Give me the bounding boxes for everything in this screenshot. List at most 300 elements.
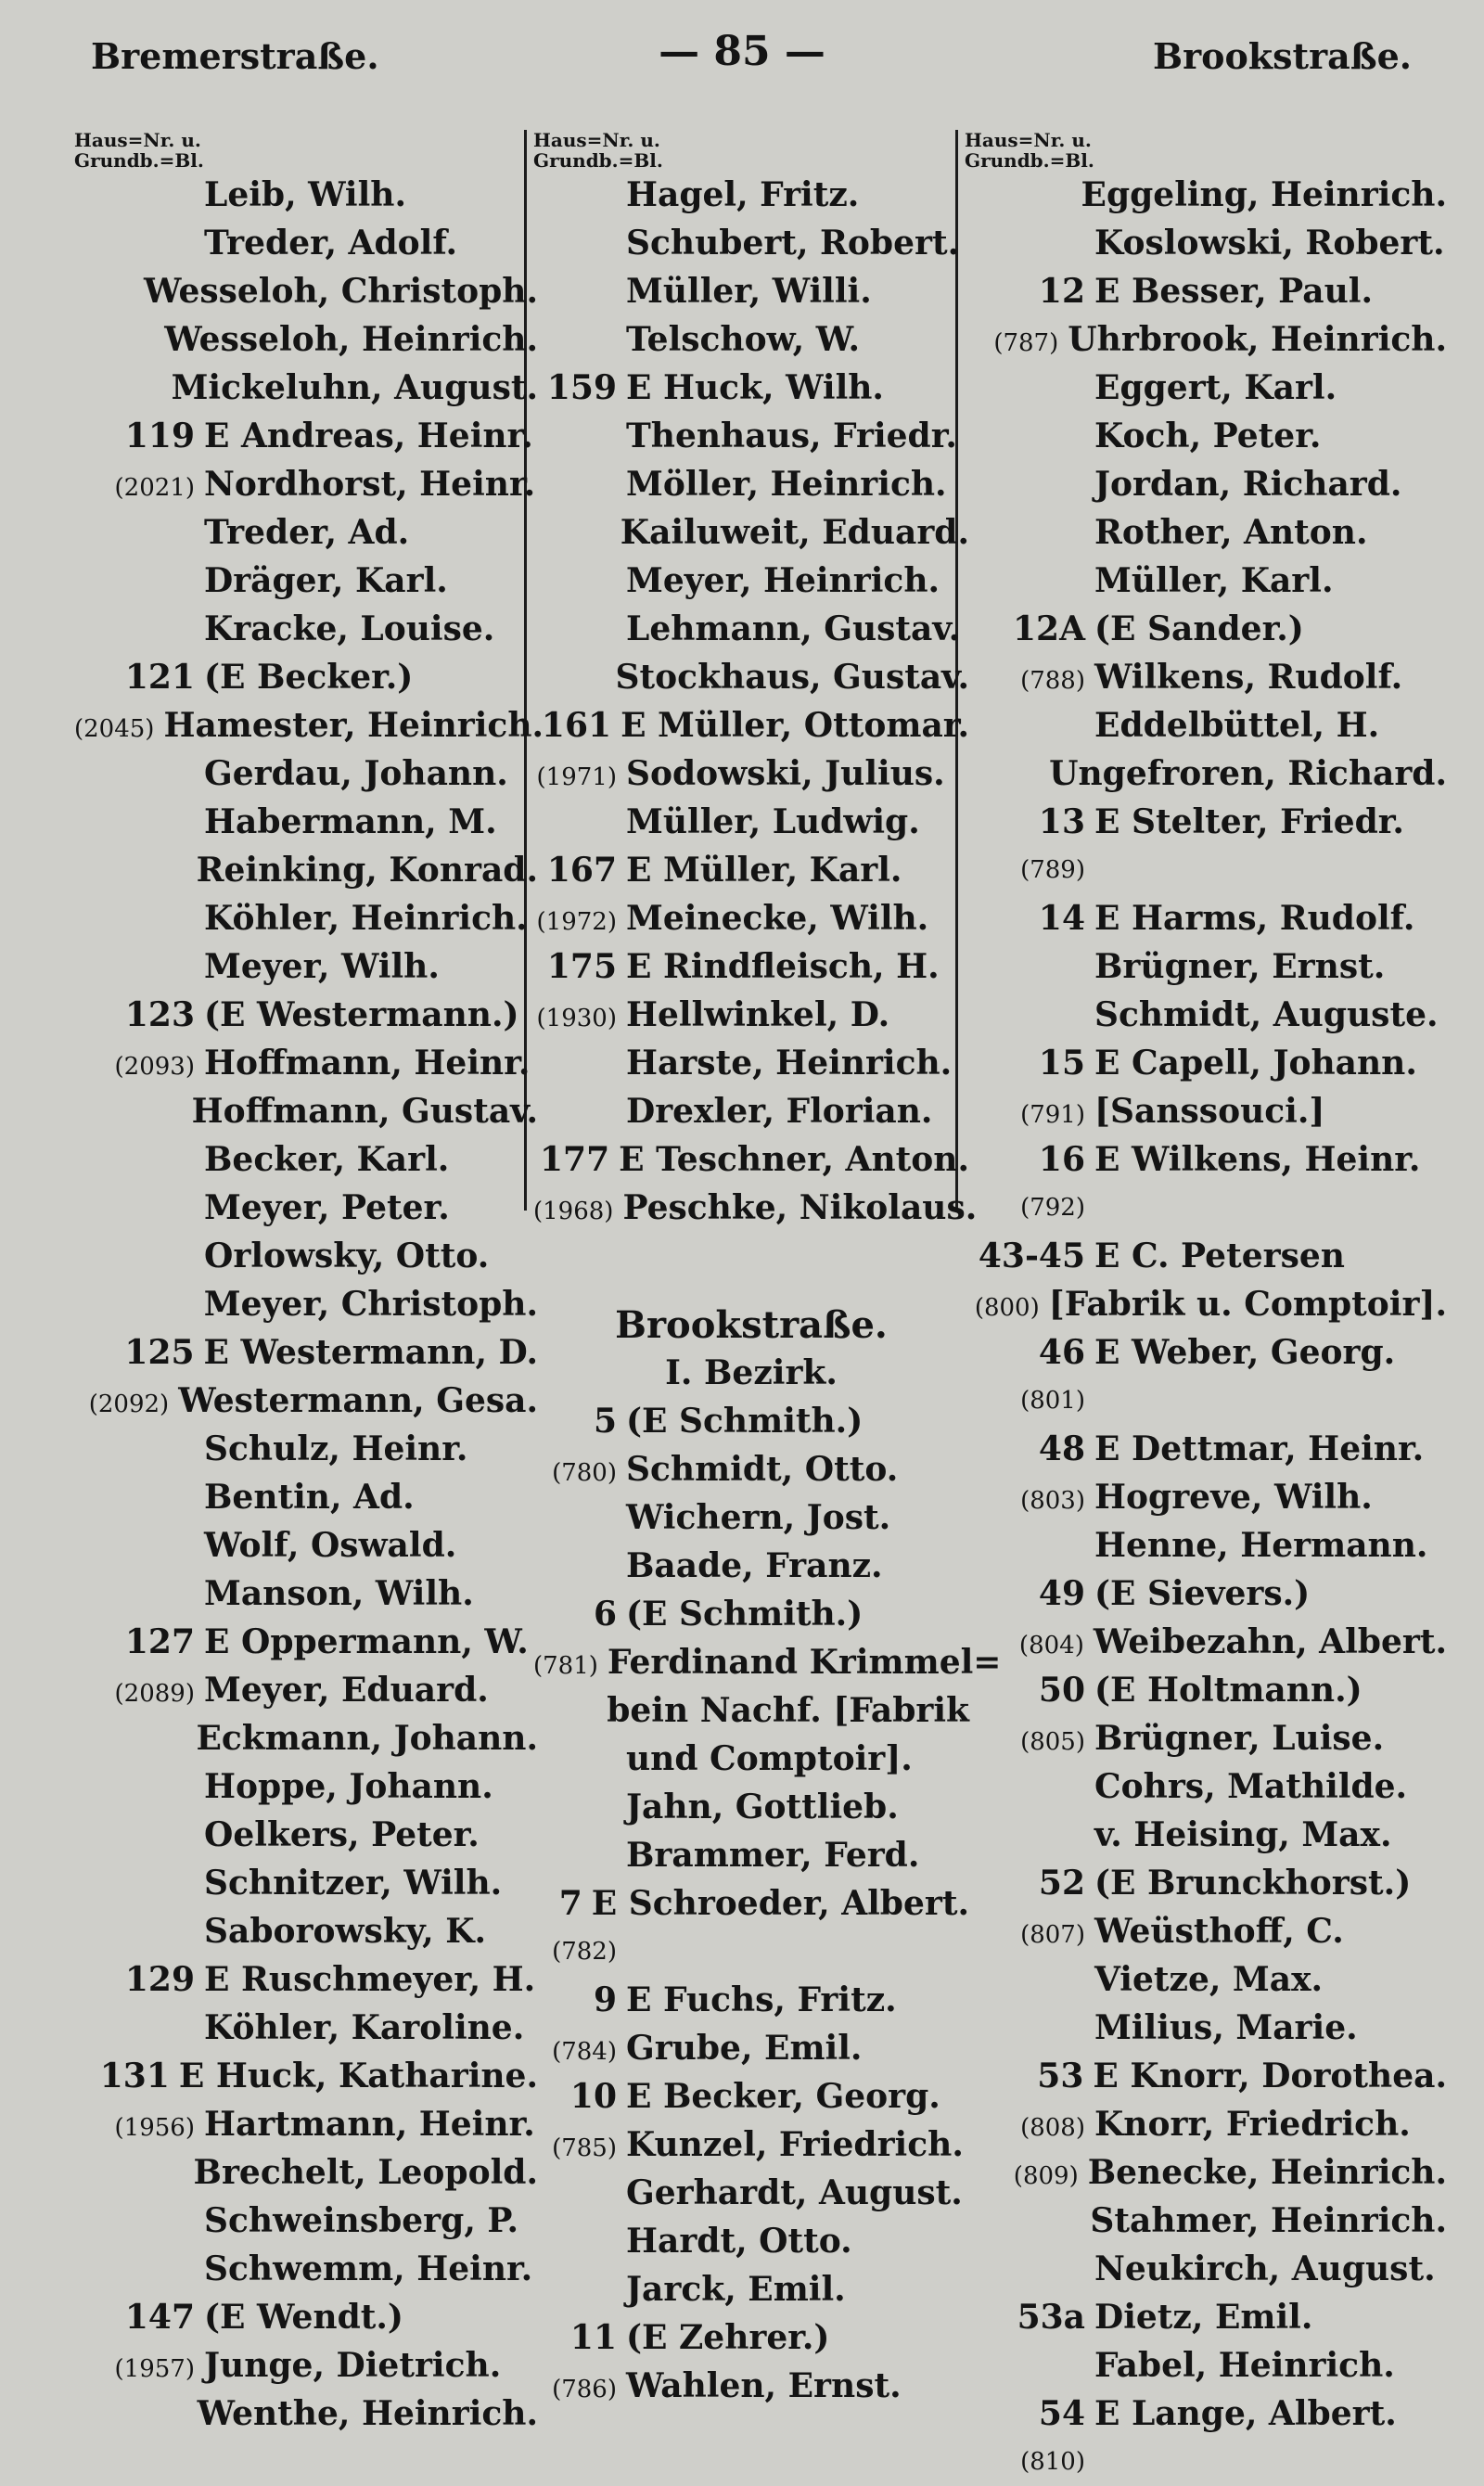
directory-entry [533, 701, 969, 750]
resident-name: Wilkens, Rudolf. [1094, 658, 1403, 697]
directory-entry [74, 942, 538, 991]
directory-entry [965, 2100, 1447, 2148]
resident-name: Hogreve, Wilh. [1094, 1478, 1373, 1517]
resident-name: Schubert, Robert. [626, 224, 960, 263]
directory-entry [965, 1328, 1447, 1377]
running-head-left: Bremerstraße. [91, 35, 379, 77]
directory-entry [965, 1473, 1447, 1521]
resident-name: Lehmann, Gustav. [626, 609, 961, 648]
directory-entry [965, 171, 1447, 219]
resident-name: Schulz, Heinr. [204, 1429, 468, 1468]
house-number: 12 [1038, 272, 1085, 311]
directory-entry [74, 1666, 538, 1714]
directory-entry [74, 315, 538, 364]
house-number: (1972) [536, 908, 617, 936]
resident-name: Westermann, Gesa. [178, 1381, 538, 1420]
house-number: 11 [569, 2318, 617, 2357]
directory-entry [74, 798, 538, 846]
directory-entry [533, 2024, 969, 2072]
resident-name: Rother, Anton. [1094, 513, 1368, 552]
resident-name: Neukirch, August. [1094, 2249, 1436, 2288]
directory-entry [74, 2390, 538, 2438]
resident-name: Stahmer, Heinrich. [1090, 2201, 1447, 2240]
directory-entry [965, 1907, 1447, 1955]
directory-entry [533, 2265, 969, 2313]
directory-entry [965, 1714, 1447, 1762]
directory-entry [74, 267, 538, 315]
resident-name: (E Sander.) [1094, 609, 1304, 648]
directory-entry [965, 219, 1447, 267]
house-number: (792) [1020, 1194, 1085, 1222]
resident-name: Meyer, Heinrich. [626, 561, 940, 600]
house-number: 175 [546, 947, 617, 986]
directory-entry [74, 412, 538, 460]
resident-name: Koslowski, Robert. [1094, 224, 1445, 263]
resident-name: Oelkers, Peter. [204, 1815, 480, 1854]
directory-entry [533, 1879, 969, 1928]
resident-name: Brügner, Luise. [1094, 1719, 1385, 1758]
directory-entry [533, 1542, 969, 1590]
resident-name: Müller, Willi. [626, 272, 872, 311]
directory-entry [533, 364, 969, 412]
resident-name: E Becker, Georg. [626, 2077, 940, 2116]
resident-name: Wahlen, Ernst. [626, 2366, 902, 2405]
directory-entry [74, 1377, 538, 1425]
directory-entry [965, 2052, 1447, 2100]
resident-name: Wenthe, Heinrich. [197, 2394, 538, 2433]
house-number: (786) [552, 2376, 617, 2403]
house-number: (2045) [74, 715, 155, 743]
house-number: (1930) [536, 1005, 617, 1032]
directory-entry [74, 2004, 538, 2052]
directory-entry [965, 2004, 1447, 2052]
directory-entry [74, 2100, 538, 2148]
resident-name: E Westermann, D. [203, 1333, 538, 1372]
directory-entry [74, 1087, 538, 1135]
resident-name: Telschow, W. [626, 320, 861, 359]
directory-entry [965, 1521, 1447, 1570]
resident-name: E Wilkens, Heinr. [1094, 1140, 1421, 1179]
directory-entry [533, 315, 969, 364]
resident-name: Henne, Hermann. [1094, 1526, 1428, 1565]
house-number: (782) [552, 1938, 617, 1966]
resident-name: Jarck, Emil. [626, 2270, 846, 2309]
resident-name: Drexler, Florian. [626, 1092, 933, 1131]
resident-name: Kracke, Louise. [204, 609, 495, 648]
resident-name: Schmidt, Auguste. [1094, 995, 1439, 1034]
directory-entry [533, 171, 969, 219]
resident-name: Eggeling, Heinrich. [1081, 175, 1447, 214]
resident-name: bein Nachf. [Fabrik [607, 1691, 969, 1730]
resident-name: [Fabrik u. Comptoir]. [1048, 1285, 1447, 1324]
directory-entry [965, 894, 1447, 942]
house-number: (785) [552, 2134, 617, 2162]
directory-entry [533, 1087, 969, 1135]
directory-entry [965, 1955, 1447, 2004]
resident-name: E Oppermann, W. [204, 1622, 529, 1661]
resident-name: (E Westermann.) [204, 995, 519, 1034]
directory-entry [74, 2197, 538, 2245]
resident-name: E Harms, Rudolf. [1094, 899, 1415, 938]
house-number: (800) [974, 1294, 1040, 1322]
house-number: (787) [993, 329, 1059, 357]
section-title: Brookstraße. [615, 1303, 888, 1347]
house-number: 125 [124, 1333, 195, 1372]
column-heading: Haus=Nr. u. Grundb.=Bl. [74, 129, 204, 172]
directory-entry [533, 557, 969, 605]
directory-entry [965, 942, 1447, 991]
directory-entry [74, 1570, 538, 1618]
resident-name: (E Sievers.) [1094, 1574, 1311, 1613]
resident-name: (E Holtmann.) [1094, 1671, 1362, 1710]
directory-entry [533, 1135, 969, 1184]
house-number: 129 [124, 1960, 195, 1999]
resident-name: E Dettmar, Heinr. [1094, 1429, 1425, 1468]
resident-name: Cohrs, Mathilde. [1094, 1767, 1408, 1806]
resident-name: Benecke, Heinrich. [1087, 2153, 1447, 2192]
directory-entry [533, 219, 969, 267]
directory-entry [533, 894, 969, 942]
resident-name: Treder, Adolf. [204, 224, 458, 263]
resident-name: Eckmann, Johann. [196, 1719, 538, 1758]
column-heading: Haus=Nr. u. Grundb.=Bl. [965, 129, 1094, 172]
directory-entry [965, 991, 1447, 1039]
resident-name: E Besser, Paul. [1094, 272, 1373, 311]
directory-entry [74, 508, 538, 557]
resident-name: Brammer, Ferd. [626, 1836, 920, 1875]
directory-entry [74, 894, 538, 942]
resident-name: E Müller, Karl. [626, 851, 902, 890]
resident-name: und Comptoir]. [626, 1739, 913, 1778]
directory-entry [533, 1976, 969, 2024]
resident-name: Knorr, Friedrich. [1094, 2105, 1411, 2144]
running-head-right: Brookstraße. [1152, 35, 1412, 77]
directory-entry [533, 1184, 978, 1232]
resident-name: Mickeluhn, August. [171, 368, 538, 407]
directory-entry [965, 653, 1447, 701]
directory-entry [533, 2169, 969, 2217]
directory-entry [533, 2362, 969, 2410]
resident-name: Fabel, Heinrich. [1094, 2346, 1395, 2385]
directory-entry [965, 2148, 1447, 2197]
directory-entry [74, 171, 538, 219]
house-number: (809) [1013, 2162, 1079, 2190]
house-number: (1971) [536, 763, 617, 791]
resident-name: Becker, Karl. [204, 1140, 450, 1179]
resident-name: Eddelbüttel, H. [1094, 706, 1380, 745]
house-number: (791) [1020, 1101, 1085, 1129]
resident-name: Dietz, Emil. [1094, 2298, 1313, 2337]
resident-name: Müller, Ludwig. [626, 802, 920, 841]
directory-entry [533, 1039, 969, 1087]
house-number: (781) [533, 1652, 598, 1680]
directory-entry [74, 1280, 538, 1328]
resident-name: Orlowsky, Otto. [204, 1237, 490, 1275]
resident-name: Stockhaus, Gustav. [615, 658, 969, 697]
directory-entry [965, 2390, 1447, 2438]
resident-name: Sodowski, Julius. [626, 754, 945, 793]
directory-entry [965, 267, 1447, 315]
directory-entry [74, 1328, 538, 1377]
directory-entry [965, 364, 1447, 412]
directory-entry [74, 701, 544, 750]
directory-entry [965, 1232, 1447, 1280]
directory-entry [74, 1232, 538, 1280]
resident-name: Meyer, Christoph. [203, 1285, 538, 1324]
resident-name: Müller, Karl. [1094, 561, 1334, 600]
directory-entry [74, 2052, 538, 2100]
resident-name: Wichern, Jost. [626, 1498, 891, 1537]
directory-entry [533, 991, 969, 1039]
house-number: (1957) [114, 2355, 195, 2383]
directory-entry [533, 460, 969, 508]
directory-entry [965, 2341, 1447, 2390]
column-3 [965, 130, 1447, 2486]
directory-entry [533, 798, 969, 846]
resident-name: (E Zehrer.) [626, 2318, 830, 2357]
house-number: 167 [546, 851, 617, 890]
directory-entry [533, 1783, 969, 1831]
resident-name: E Stelter, Friedr. [1094, 802, 1404, 841]
resident-name: Treder, Ad. [204, 513, 410, 552]
house-number: 121 [124, 658, 195, 697]
directory-entry [965, 2293, 1447, 2341]
directory-entry [965, 605, 1447, 653]
directory-entry [74, 653, 538, 701]
resident-name: Gerhardt, August. [626, 2173, 963, 2212]
resident-name: Habermann, M. [204, 802, 497, 841]
directory-entry [965, 1377, 1447, 1425]
house-number: 127 [124, 1622, 195, 1661]
resident-name: E Schroeder, Albert. [591, 1884, 969, 1923]
resident-name: E Lange, Albert. [1094, 2394, 1397, 2433]
house-number: 6 [593, 1595, 617, 1634]
resident-name: Möller, Heinrich. [626, 465, 947, 504]
directory-entry [533, 267, 969, 315]
directory-entry [74, 557, 538, 605]
directory-entry [533, 1928, 969, 1976]
resident-name: Wolf, Oswald. [204, 1526, 457, 1565]
directory-entry [965, 412, 1447, 460]
directory-entry [965, 2245, 1447, 2293]
resident-name: Thenhaus, Friedr. [626, 416, 957, 455]
house-number: 131 [99, 2057, 170, 2095]
resident-name: Bentin, Ad. [204, 1478, 415, 1517]
house-number: (808) [1020, 2114, 1085, 2142]
directory-entry [533, 1590, 969, 1638]
resident-name: Nordhorst, Heinr. [204, 465, 536, 504]
resident-name: (E Brunckhorst.) [1094, 1864, 1412, 1903]
resident-name: Kailuweit, Eduard. [620, 513, 969, 552]
directory-entry [965, 1618, 1447, 1666]
house-number: 119 [124, 416, 195, 455]
house-number: 123 [124, 995, 195, 1034]
resident-name: Uhrbrook, Heinrich. [1068, 320, 1447, 359]
directory-entry [74, 1521, 538, 1570]
resident-name: E C. Petersen [1094, 1237, 1345, 1275]
column-heading: Haus=Nr. u. Grundb.=Bl. [533, 129, 663, 172]
resident-name: Schmidt, Otto. [626, 1450, 899, 1489]
house-number: (2021) [114, 474, 195, 502]
page-number: — 85 — [659, 28, 825, 75]
resident-name: Schnitzer, Wilh. [204, 1864, 503, 1903]
directory-entry [965, 2438, 1447, 2486]
directory-entry [965, 460, 1447, 508]
resident-name: Junge, Dietrich. [204, 2346, 502, 2385]
house-number: (784) [552, 2038, 617, 2066]
directory-entry [965, 701, 1447, 750]
house-number: (1968) [533, 1198, 614, 1225]
resident-name: Hellwinkel, D. [626, 995, 890, 1034]
directory-entry [533, 653, 969, 701]
directory-entry [533, 942, 969, 991]
house-number: 14 [1038, 899, 1085, 938]
directory-entry [965, 1039, 1447, 1087]
section-subtitle: I. Bezirk. [665, 1353, 838, 1392]
house-number: 52 [1038, 1864, 1085, 1903]
directory-entry [74, 1135, 538, 1184]
directory-entry [533, 2121, 969, 2169]
house-number: 50 [1038, 1671, 1085, 1710]
house-number: 53a [1017, 2298, 1085, 2337]
directory-entry [965, 508, 1447, 557]
resident-name: Köhler, Heinrich. [204, 899, 528, 938]
directory-entry [74, 1907, 538, 1955]
directory-entry [533, 846, 969, 894]
column-2 [533, 129, 1002, 2410]
resident-name: Meyer, Peter. [204, 1188, 450, 1227]
house-number: 9 [593, 1980, 617, 2019]
resident-name: Meyer, Wilh. [204, 947, 440, 986]
directory-entry [74, 991, 538, 1039]
directory-entry [74, 2341, 538, 2390]
resident-name: Kunzel, Friedrich. [626, 2125, 964, 2164]
resident-name: Hoffmann, Gustav. [191, 1092, 538, 1131]
resident-name: E Capell, Johann. [1094, 1044, 1417, 1083]
directory-entry [74, 1473, 538, 1521]
resident-name: E Rindfleisch, H. [626, 947, 940, 986]
resident-name: Hoffmann, Heinr. [204, 1044, 531, 1083]
directory-entry [74, 1811, 538, 1859]
directory-entry [533, 2217, 969, 2265]
resident-name: (E Becker.) [204, 658, 414, 697]
house-number: 177 [540, 1140, 610, 1179]
house-number: 159 [546, 368, 617, 407]
directory-entry [533, 1445, 969, 1493]
resident-name: E Fuchs, Fritz. [626, 1980, 897, 2019]
directory-entry [533, 508, 969, 557]
resident-name: Brechelt, Leopold. [193, 2153, 538, 2192]
directory-entry [533, 2313, 969, 2362]
resident-name: E Weber, Georg. [1094, 1333, 1396, 1372]
house-number: 49 [1038, 1574, 1085, 1613]
directory-entry [74, 1039, 538, 1087]
resident-name: Ferdinand Krimmel= [607, 1643, 1002, 1682]
resident-name: Jahn, Gottlieb. [626, 1788, 899, 1826]
resident-name: [Sanssouci.] [1094, 1092, 1325, 1131]
directory-entry [533, 412, 969, 460]
house-number: 16 [1038, 1140, 1085, 1179]
house-number: (810) [1020, 2448, 1085, 2476]
directory-entry [533, 1638, 1002, 1686]
directory-entry [965, 315, 1447, 364]
directory-entry [965, 1087, 1447, 1135]
resident-name: Baade, Franz. [626, 1546, 883, 1585]
directory-entry [533, 1735, 969, 1783]
resident-name: Eggert, Karl. [1094, 368, 1337, 407]
resident-name: Harste, Heinrich. [626, 1044, 953, 1083]
house-number: 10 [569, 2077, 617, 2116]
directory-entry [965, 1280, 1447, 1328]
resident-name: Leib, Wilh. [204, 175, 406, 214]
resident-name: Weüsthoff, C. [1094, 1912, 1344, 1951]
house-number: (807) [1020, 1921, 1085, 1949]
house-number: 5 [593, 1402, 617, 1441]
directory-entry [965, 798, 1447, 846]
resident-name: E Müller, Ottomar. [620, 706, 969, 745]
house-number: (789) [1020, 856, 1085, 884]
directory-entry [74, 1618, 538, 1666]
directory-entry [965, 1811, 1447, 1859]
directory-entry [533, 605, 969, 653]
house-number: (780) [552, 1459, 617, 1487]
resident-name: (E Schmith.) [626, 1402, 864, 1441]
house-number: 46 [1038, 1333, 1085, 1372]
directory-entry [74, 2148, 538, 2197]
resident-name: Peschke, Nikolaus. [622, 1188, 978, 1227]
resident-name: Köhler, Karoline. [204, 2008, 525, 2047]
resident-name: Hoppe, Johann. [204, 1767, 493, 1806]
resident-name: Ungefroren, Richard. [1049, 754, 1447, 793]
resident-name: (E Schmith.) [626, 1595, 864, 1634]
directory-entry [965, 750, 1447, 798]
directory-entry [533, 750, 969, 798]
house-number: 13 [1038, 802, 1085, 841]
house-number: 48 [1038, 1429, 1085, 1468]
resident-name: Weibezahn, Albert. [1093, 1622, 1447, 1661]
directory-entry [74, 460, 538, 508]
house-number: (805) [1020, 1728, 1085, 1756]
resident-name: Wesseloh, Christoph. [143, 272, 538, 311]
resident-name: Dräger, Karl. [204, 561, 448, 600]
house-number: (2089) [114, 1680, 195, 1708]
resident-name: Schweinsberg, P. [204, 2201, 519, 2240]
house-number: 53 [1037, 2057, 1084, 2095]
directory-entry [965, 1666, 1447, 1714]
directory-entry [74, 846, 538, 894]
resident-name: Milius, Marie. [1094, 2008, 1358, 2047]
directory-entry [74, 2245, 538, 2293]
house-number: 15 [1038, 1044, 1085, 1083]
house-number: 147 [124, 2298, 195, 2337]
house-number: (801) [1020, 1387, 1085, 1415]
directory-entry [533, 2072, 969, 2121]
resident-name: Reinking, Konrad. [196, 851, 538, 890]
column-1 [74, 129, 544, 2438]
directory-entry [74, 364, 538, 412]
resident-name: E Huck, Wilh. [626, 368, 884, 407]
resident-name: Saborowsky, K. [204, 1912, 487, 1951]
house-number: (1956) [114, 2114, 195, 2142]
directory-entry [965, 557, 1447, 605]
directory-entry [74, 219, 538, 267]
directory-entry [965, 1762, 1447, 1811]
directory-entry [965, 1570, 1447, 1618]
house-number: (788) [1020, 667, 1085, 695]
resident-name: Jordan, Richard. [1094, 465, 1402, 504]
house-number: 54 [1038, 2394, 1085, 2433]
resident-name: E Teschner, Anton. [619, 1140, 969, 1179]
